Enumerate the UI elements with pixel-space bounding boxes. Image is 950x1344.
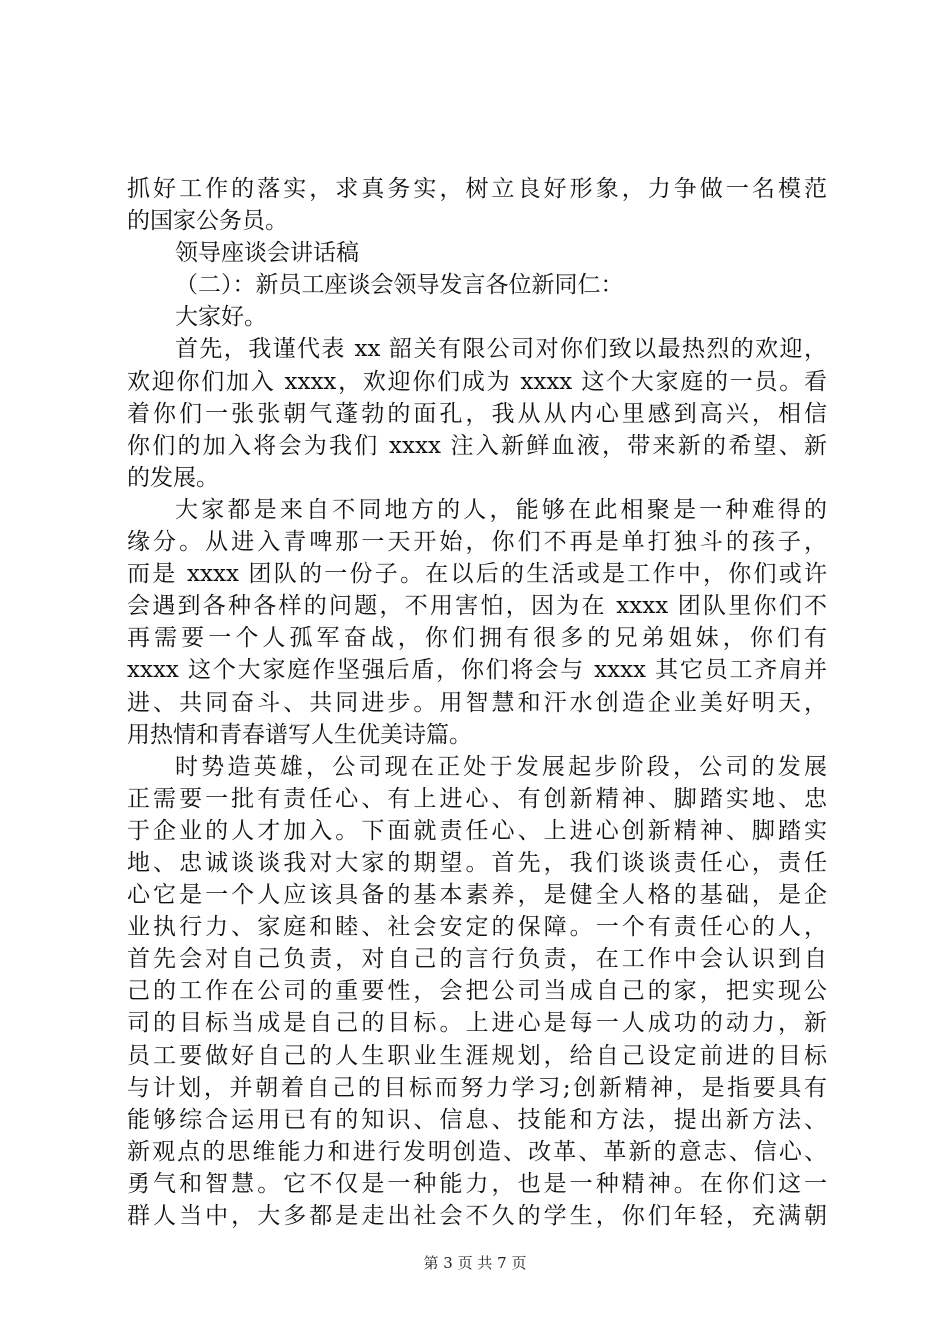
body-line: 用热情和青春谱写人生优美诗篇。	[127, 722, 472, 748]
body-line: 你们的加入将会为我们 xxxx 注入新鲜血液，带来新的希望、新	[127, 433, 827, 459]
greeting-line: 大家好。	[175, 304, 267, 330]
body-line: 首先，我谨代表 xx 韶关有限公司对你们致以最热烈的欢迎，	[175, 336, 827, 362]
body-line: 的国家公务员。	[127, 208, 288, 234]
body-line: 抓好工作的落实，求真务实，树立良好形象，力争做一名模范	[127, 176, 827, 202]
body-line: 着你们一张张朝气蓬勃的面孔，我从从内心里感到高兴，相信	[127, 401, 827, 427]
body-line: 时势造英雄，公司现在正处于发展起步阶段，公司的发展	[175, 754, 827, 780]
section-subtitle: （二）：新员工座谈会领导发言各位新同仁：	[175, 272, 624, 298]
body-line: 员工要做好自己的人生职业生涯规划，给自己设定前进的目标	[127, 1043, 827, 1069]
section-title: 领导座谈会讲话稿	[175, 240, 359, 266]
body-line: 勇气和智慧。它不仅是一种能力，也是一种精神。在你们这一	[127, 1171, 827, 1197]
body-line: 于企业的人才加入。下面就责任心、上进心创新精神、脚踏实	[127, 818, 827, 844]
body-line: 首先会对自己负责，对自己的言行负责，在工作中会认识到自	[127, 946, 827, 972]
body-line: 与计划，并朝着自己的目标而努力学习;创新精神，是指要具有	[127, 1075, 827, 1101]
body-line: 的发展。	[127, 465, 219, 491]
body-line: 而是 xxxx 团队的一份子。在以后的生活或是工作中，你们或许	[127, 561, 827, 587]
body-line: 新观点的思维能力和进行发明创造、改革、革新的意志、信心、	[127, 1139, 827, 1165]
body-line: 司的目标当成是自己的目标。上进心是每一人成功的动力，新	[127, 1010, 827, 1036]
body-line: 能够综合运用已有的知识、信息、技能和方法，提出新方法、	[127, 1107, 827, 1133]
body-line: 己的工作在公司的重要性，会把公司当成自己的家，把实现公	[127, 978, 827, 1004]
page-footer: 第 3 页 共 7 页	[423, 1254, 527, 1272]
body-line: xxxx 这个大家庭作坚强后盾，你们将会与 xxxx 其它员工齐肩并	[127, 657, 827, 683]
body-line: 心它是一个人应该具备的基本素养，是健全人格的基础，是企	[127, 882, 827, 908]
body-line: 缘分。从进入青啤那一天开始，你们不再是单打独斗的孩子，	[127, 529, 827, 555]
body-line: 进、共同奋斗、共同进步。用智慧和汗水创造企业美好明天，	[127, 690, 827, 716]
body-line: 地、忠诚谈谈我对大家的期望。首先，我们谈谈责任心，责任	[127, 850, 827, 876]
body-line: 欢迎你们加入 xxxx，欢迎你们成为 xxxx 这个大家庭的一员。看	[127, 369, 827, 395]
body-line: 大家都是来自不同地方的人，能够在此相聚是一种难得的	[175, 497, 827, 523]
body-line: 会遇到各种各样的问题，不用害怕，因为在 xxxx 团队里你们不	[127, 593, 827, 619]
body-line: 正需要一批有责任心、有上进心、有创新精神、脚踏实地、忠	[127, 786, 827, 812]
body-line: 群人当中，大多都是走出社会不久的学生，你们年轻，充满朝	[127, 1203, 827, 1229]
body-line: 再需要一个人孤军奋战，你们拥有很多的兄弟姐妹，你们有	[127, 625, 827, 651]
body-line: 业执行力、家庭和睦、社会安定的保障。一个有责任心的人，	[127, 914, 827, 940]
